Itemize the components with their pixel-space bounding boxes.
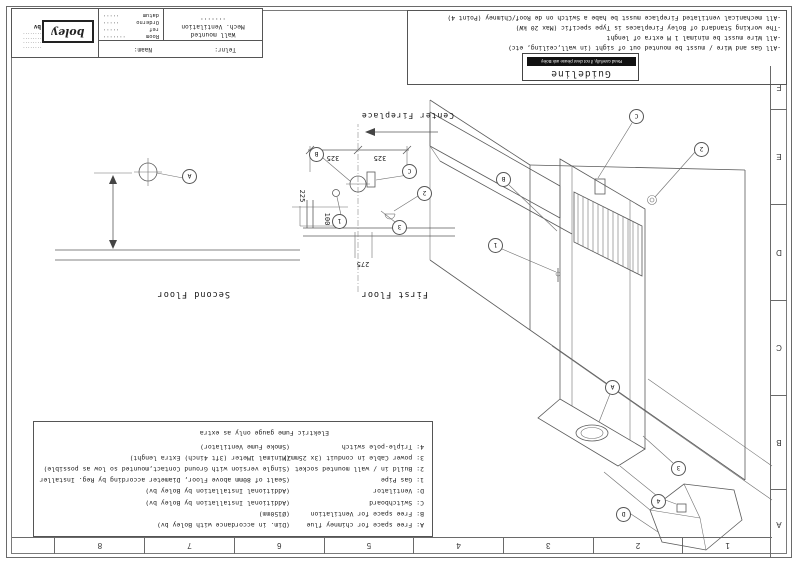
product-cell <box>163 9 262 40</box>
second-floor-caption: Second Floor <box>156 289 230 299</box>
field-row <box>100 12 162 19</box>
grid-number: 5 <box>324 538 414 554</box>
legend-row <box>34 453 432 464</box>
legend-desc: (Sealt of 80mm above Floor, Diameter according by Reg. Installer <box>39 476 290 485</box>
grid-number: 7 <box>144 538 234 554</box>
legend-box <box>33 421 433 537</box>
dim-325-left: 325 <box>373 154 387 162</box>
legend-label: 2: Build in / wall mounted socket <box>294 465 424 474</box>
guideline-rule: -All Gas and Wire / musst be mounted out of sight (in wall,ceiling, etc) <box>508 44 781 51</box>
logo-cell <box>12 9 99 57</box>
address-line: ········ <box>22 35 42 41</box>
legend-desc: (Additional Installation by Boley bv) <box>145 498 290 507</box>
callout-switchboard-C: C <box>629 109 644 124</box>
legend-label: 4: Triple-pole switch <box>341 442 424 451</box>
legend-desc: (Minimal 1Meter (3ft 4inch) Extra lenght) <box>129 453 290 462</box>
field-row <box>100 19 162 26</box>
legend-row <box>34 509 432 520</box>
legend-label: 3: power Cable in conduit (3x 25mm2) <box>283 453 424 462</box>
dim-275: 275 <box>356 260 370 268</box>
guideline-subtitle: Read carefully, if not clear please ask Boley <box>527 57 636 66</box>
titleblock-main-row <box>98 9 262 40</box>
guideline-box <box>407 10 787 85</box>
field-label: ref <box>149 26 159 32</box>
address-line: ········ <box>22 45 42 50</box>
grid-number: 3 <box>503 538 593 554</box>
address-line: ········ <box>22 31 42 37</box>
field-value: ····· <box>103 19 120 25</box>
first-floor-caption: First Floor <box>360 289 428 299</box>
callout-switch-4: 4 <box>651 494 666 509</box>
callout-flue-A: A <box>605 380 620 395</box>
callout-ventilator-D: D <box>616 507 631 522</box>
guideline-rule: -All mechanical ventilated Fireplace musst be habe a Switch on de Roof/Chimney (Point 4) <box>447 14 781 21</box>
legend-desc: (Single version with Ground Contact,mounted so low as possible) <box>43 465 290 474</box>
legend-desc: (Additional Installation by Boley bv) <box>145 487 290 496</box>
legend-label: 1: Gas Pipe <box>380 476 424 485</box>
dim-325-right: 325 <box>326 154 340 162</box>
naam-label: Naam: <box>133 46 152 53</box>
callout-second-A: A <box>182 169 197 184</box>
legend-row <box>34 497 432 508</box>
field-value: ····· <box>103 12 120 18</box>
callout-cable-3: 3 <box>671 461 686 476</box>
field-row <box>100 26 162 33</box>
guideline-rule: -All Wire musst be minimal 1 M extra of lenght <box>606 34 781 41</box>
grid-number: 1 <box>682 538 772 554</box>
grid-letter: C <box>771 300 787 395</box>
legend-label: B: Free space for Ventilation <box>310 509 424 518</box>
grid-letter: D <box>771 204 787 299</box>
product-fill: ······· <box>199 15 227 22</box>
field-label: datum <box>142 12 159 18</box>
field-label: Orderno <box>136 19 159 25</box>
grid-number: 8 <box>55 538 145 554</box>
boley-logo: boley <box>42 20 94 43</box>
grid-number: 4 <box>413 538 503 554</box>
legend-row <box>34 464 432 475</box>
callout-socket-2: 2 <box>694 142 709 157</box>
grid-letter: F <box>776 82 782 92</box>
guideline-title-box <box>522 53 639 81</box>
legend-desc: (Smoke Fume Ventilator) <box>199 442 290 451</box>
grid-letter: A <box>771 489 787 558</box>
legend-note: Elektric Fume gauge only as extra <box>199 429 329 437</box>
grid-number: 2 <box>593 538 683 554</box>
grid-number: 6 <box>234 538 324 554</box>
legend-label: D: Ventilator <box>373 487 424 496</box>
field-label: Room <box>146 33 159 39</box>
legend-row <box>34 520 432 531</box>
title-block <box>11 8 263 58</box>
fields-cell <box>100 9 162 40</box>
callout-plan-B: B <box>309 147 324 162</box>
field-row <box>100 33 162 40</box>
address-line: ········ <box>22 40 42 46</box>
dim-225: 225 <box>298 189 306 203</box>
telnr-label: Telnr: <box>214 46 236 53</box>
legend-label: A: Free space for chimney flue <box>306 521 424 529</box>
field-value: ····· <box>103 26 120 32</box>
titleblock-contact-row <box>98 40 262 57</box>
legend-row <box>34 442 432 453</box>
logo-suffix: bv <box>33 23 41 30</box>
center-fireplace-label: Center Fireplace <box>360 111 454 120</box>
dim-100: 100 <box>323 212 331 226</box>
callout-ventilation-B: B <box>496 172 511 187</box>
grid-letter: E <box>771 109 787 204</box>
callout-plan-2: 2 <box>417 186 432 201</box>
grid-letter: B <box>771 395 787 489</box>
legend-row <box>34 475 432 486</box>
callout-plan-C: C <box>402 164 417 179</box>
legend-desc: (Dim. in accordance with Boley bv) <box>156 521 290 529</box>
callout-plan-1: 1 <box>332 214 347 229</box>
product-line1: Wall mounted <box>190 31 236 38</box>
legend-label: C: Switchboard <box>369 498 424 507</box>
product-line2: Mech. Ventilation <box>181 23 245 30</box>
address-lines <box>23 31 42 49</box>
legend-row <box>34 486 432 497</box>
guideline-rule: -The working Standard of Boley Fireplaces is Type specific (Max 20 kW) <box>515 24 781 31</box>
field-value: ······· <box>103 33 126 39</box>
callout-plan-3: 3 <box>392 220 407 235</box>
guideline-title: Guideline <box>550 68 611 79</box>
legend-desc: (Ø150mm) <box>258 509 290 518</box>
callout-gaspipe-1: 1 <box>488 238 503 253</box>
